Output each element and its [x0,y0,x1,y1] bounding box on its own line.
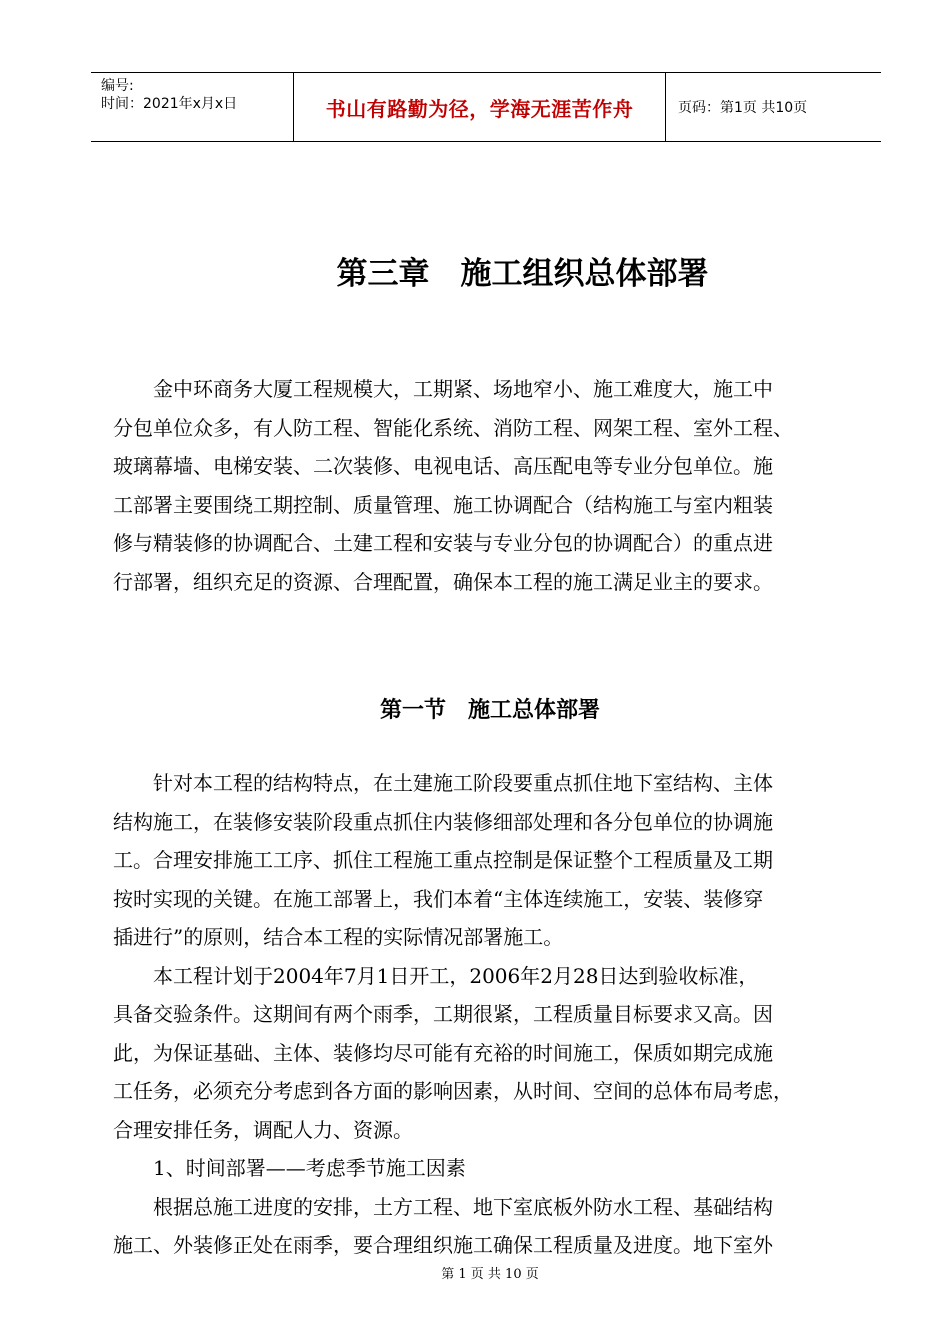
text-line: 修与精装修的协调配合、土建工程和安装与专业分包的协调配合）的重点进 [113,531,773,555]
section-title: 第一节 施工总体部署 [379,698,600,723]
text-line: 工部署主要围绕工期控制、质量管理、施工协调配合（结构施工与室内粗装 [113,492,773,517]
text-line: 合理安排任务，调配人力、资源。 [113,1117,413,1142]
text-line: 施工、外装修正处在雨季，要合理组织施工确保工程质量及进度。地下室外 [113,1233,773,1257]
body-paragraphs [113,764,873,1265]
page-footer: 第 1 页 共 10 页 [441,1267,539,1282]
document-time-label: 时间：2021年x月x日 [101,96,238,112]
text-line: 此，为保证基础、主体、装修均尽可能有充裕的时间施工，保质如期完成施 [113,1040,773,1065]
text-line: 工任务，必须充分考虑到各方面的影响因素，从时间、空间的总体布局考虑， [113,1079,793,1103]
text-line: 1、时间部署——考虑季节施工因素 [113,1156,466,1180]
text-line: 根据总施工进度的安排，土方工程、地下室底板外防水工程、基础结构 [113,1194,773,1219]
chapter-title: 第三章 施工组织总体部署 [336,256,709,292]
text-line: 金中环商务大厦工程规模大，工期紧、场地窄小、施工难度大，施工中 [113,377,773,401]
text-line: 插进行”的原则，结合本工程的实际情况部署施工。 [113,925,564,949]
text-line: 针对本工程的结构特点，在土建施工阶段要重点抓住地下室结构、主体 [113,771,773,795]
header-page-cell [666,73,881,141]
document-number-label: 编号: [101,78,134,94]
header-page-label: 页码：第1页 共10页 [678,100,808,116]
text-line: 具备交验条件。这期间有两个雨季，工期很紧，工程质量目标要求又高。因 [113,1002,773,1026]
header-meta-cell [91,73,294,141]
text-line: 分包单位众多，有人防工程、智能化系统、消防工程、网架工程、室外工程、 [113,415,793,440]
text-line: 结构施工，在装修安装阶段重点抓住内装修细部处理和各分包单位的协调施 [113,809,773,834]
text-line: 玻璃幕墙、电梯安装、二次装修、电视电话、高压配电等专业分包单位。施 [113,454,773,478]
text-line: 工。合理安排施工工序、抓住工程施工重点控制是保证整个工程质量及工期 [113,848,773,872]
text-line: 行部署，组织充足的资源、合理配置，确保本工程的施工满足业主的要求。 [113,569,773,594]
intro-paragraph [113,370,873,601]
text-line: 本工程计划于2004年7月1日开工，2006年2月28日达到验收标准， [113,963,759,988]
text-line: 按时实现的关键。在施工部署上，我们本着“主体连续施工，安装、装修穿 [113,886,764,911]
header-motto: 书山有路勤为径，学海无涯苦作舟 [325,96,634,121]
document-header [91,72,881,142]
header-motto-cell [294,73,666,141]
